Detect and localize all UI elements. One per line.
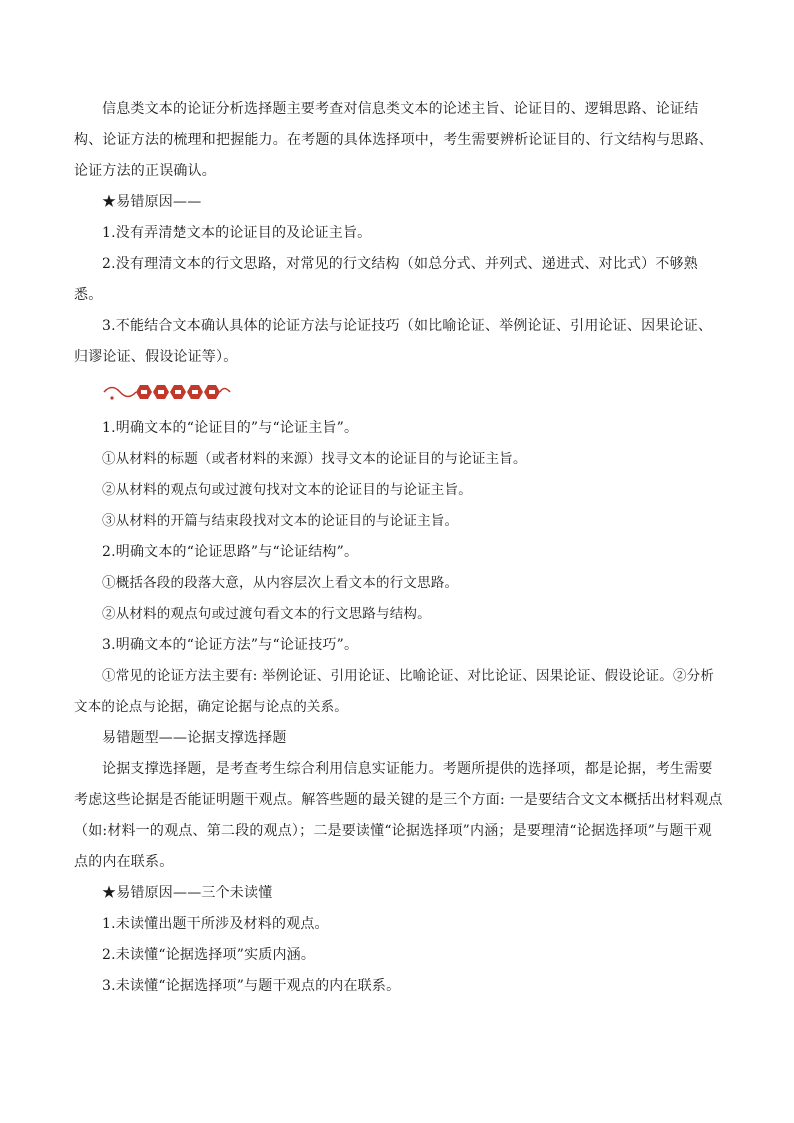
question-type-paragraph: 论据支撑选择题，是考查考生综合利用信息实证能力。考题所提供的选择项，都是论据，考生需要考虑这些论据是否能证明题干观点。解答些题的最关键的是三个方面: 一是要结合文文本概括出材料观点（如:材料一的观点、第二段的观点）；二是要读懂“论据选择项”内涵；是要理清“论据选择项”与题干观点的内在联系。 [74,761,723,870]
method-heading: 1.明确文本的“论证目的”与“论证主旨”。 [102,420,359,436]
method-item: ②从材料的观点句或过渡句找对文本的论证目的与论证主旨。 [102,482,472,498]
error-reason-item: 1.未读懂出题干所涉及材料的观点。 [102,916,329,932]
error-reason-heading: ★易错原因——三个未读懂 [102,885,273,901]
intro-paragraph: 信息类文本的论证分析选择题主要考查对信息类文本的论述主旨、论证目的、逻辑思路、论证结构、论证方法的梳理和把握能力。在考题的具体选择项中，考生需要辨析论证目的、行文结构与思路、论证方法的正误确认。 [74,101,713,179]
error-reason-item: 3.不能结合文本确认具体的论证方法与论证技巧（如比喻论证、举例论证、引用论证、因果论证、归谬论证、假设论证等）。 [74,318,713,365]
method-item: ①概括各段的段落大意，从内容层次上看文本的行文思路。 [102,575,459,591]
method-item: ②从材料的观点句或过渡句看文本的行文思路与结构。 [102,606,431,622]
document-body [74,94,724,1002]
section-banner [74,373,724,413]
error-reason-heading: ★易错原因—— [102,194,202,210]
error-reason-item: 1.没有弄清楚文本的论证目的及论证主旨。 [102,225,372,241]
method-item: ①常见的论证方法主要有: 举例论证、引用论证、比喻论证、对比论证、因果论证、假设论证。②分析文本的论点与论据，确定论据与论点的关系。 [74,668,715,715]
error-reason-item: 3.未读懂“论据选择项”与题干观点的内在联系。 [102,978,401,994]
question-type-heading: 易错题型——论据支撑选择题 [102,730,287,746]
method-item: ③从材料的开篇与结束段找对文本的论证目的与论证主旨。 [102,513,459,529]
hexagon-title-banner-icon [102,379,232,405]
error-reason-item: 2.未读懂“论据选择项”实质内涵。 [102,947,316,963]
method-item: ①从材料的标题（或者材料的来源）找寻文本的论证目的与论证主旨。 [102,451,527,467]
method-heading: 3.明确文本的“论证方法”与“论证技巧”。 [102,637,359,653]
method-heading: 2.明确文本的“论证思路”与“论证结构”。 [102,544,359,560]
error-reason-item: 2.没有理清文本的行文思路，对常见的行文结构（如总分式、并列式、递进式、对比式）不够熟悉。 [74,256,698,303]
